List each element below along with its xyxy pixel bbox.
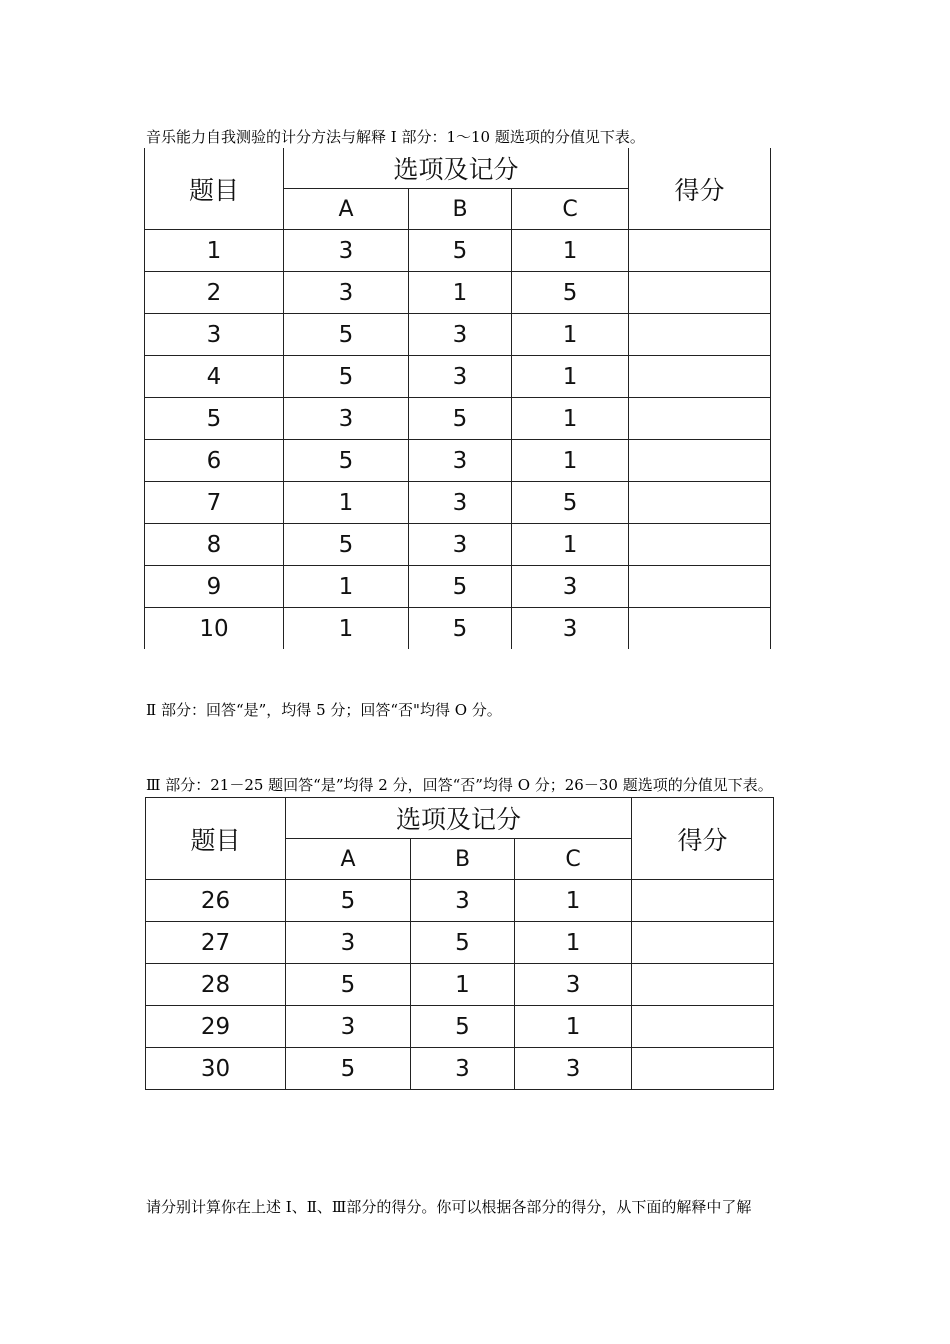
table-row <box>146 964 774 1006</box>
table-row <box>145 524 771 566</box>
option-b-score-cell: 5 <box>411 1006 515 1048</box>
header-options-and-scores: 选项及记分 <box>284 148 629 189</box>
option-b-score-cell: 5 <box>409 230 512 272</box>
score-input-cell[interactable] <box>629 566 771 608</box>
table-row <box>146 922 774 964</box>
table-row <box>145 398 771 440</box>
table-row <box>145 608 771 650</box>
option-b-score-cell: 3 <box>409 440 512 482</box>
option-a-score-cell: 1 <box>284 608 409 650</box>
score-input-cell[interactable] <box>629 398 771 440</box>
option-a-score-cell: 5 <box>284 314 409 356</box>
question-number-cell: 3 <box>145 314 284 356</box>
score-input-cell[interactable] <box>632 922 774 964</box>
part3-intro-text: Ⅲ 部分：21－25 题回答“是”均得 2 分，回答“否”均得 O 分；26－30 题选项的分值见下表。 <box>146 776 773 794</box>
score-input-cell[interactable] <box>629 482 771 524</box>
option-b-score-cell: 3 <box>409 356 512 398</box>
table-row <box>145 314 771 356</box>
closing-text: 请分别计算你在上述 I、Ⅱ、Ⅲ部分的得分。你可以根据各部分的得分，从下面的解释中了解 <box>146 1198 752 1216</box>
score-input-cell[interactable] <box>629 524 771 566</box>
header-option-a: A <box>284 189 409 230</box>
option-b-score-cell: 3 <box>411 1048 515 1090</box>
question-number-cell: 27 <box>146 922 286 964</box>
option-a-score-cell: 3 <box>286 1006 411 1048</box>
option-b-score-cell: 5 <box>409 566 512 608</box>
option-b-score-cell: 1 <box>409 272 512 314</box>
question-number-cell: 6 <box>145 440 284 482</box>
part2-text: Ⅱ 部分：回答“是”，均得 5 分；回答“否"均得 O 分。 <box>146 701 502 719</box>
score-input-cell[interactable] <box>629 314 771 356</box>
question-number-cell: 10 <box>145 608 284 650</box>
question-number-cell: 5 <box>145 398 284 440</box>
option-c-score-cell: 1 <box>512 230 629 272</box>
question-number-cell: 1 <box>145 230 284 272</box>
option-b-score-cell: 3 <box>409 524 512 566</box>
option-b-score-cell: 5 <box>411 922 515 964</box>
option-c-score-cell: 3 <box>515 1048 632 1090</box>
header-options-and-scores: 选项及记分 <box>286 798 632 839</box>
option-c-score-cell: 1 <box>512 524 629 566</box>
option-c-score-cell: 1 <box>512 356 629 398</box>
option-c-score-cell: 1 <box>515 1006 632 1048</box>
header-question: 题目 <box>145 148 284 230</box>
score-input-cell[interactable] <box>632 880 774 922</box>
table-row <box>145 356 771 398</box>
option-c-score-cell: 1 <box>515 922 632 964</box>
option-a-score-cell: 5 <box>286 964 411 1006</box>
option-a-score-cell: 3 <box>284 272 409 314</box>
option-a-score-cell: 5 <box>286 1048 411 1090</box>
table-row <box>146 880 774 922</box>
table-row <box>145 272 771 314</box>
score-input-cell[interactable] <box>629 272 771 314</box>
option-a-score-cell: 5 <box>284 440 409 482</box>
header-option-b: B <box>409 189 512 230</box>
option-a-score-cell: 3 <box>284 398 409 440</box>
option-a-score-cell: 5 <box>286 880 411 922</box>
score-input-cell[interactable] <box>629 440 771 482</box>
score-input-cell[interactable] <box>629 608 771 650</box>
header-option-c: C <box>512 189 629 230</box>
option-b-score-cell: 5 <box>409 608 512 650</box>
header-score: 得分 <box>629 148 771 230</box>
header-score: 得分 <box>632 798 774 880</box>
option-c-score-cell: 1 <box>512 398 629 440</box>
question-number-cell: 7 <box>145 482 284 524</box>
scoring-table-part1 <box>144 148 771 649</box>
option-b-score-cell: 3 <box>409 314 512 356</box>
question-number-cell: 9 <box>145 566 284 608</box>
question-number-cell: 2 <box>145 272 284 314</box>
option-a-score-cell: 5 <box>284 524 409 566</box>
option-c-score-cell: 3 <box>512 608 629 650</box>
table-row <box>145 440 771 482</box>
question-number-cell: 4 <box>145 356 284 398</box>
option-c-score-cell: 1 <box>515 880 632 922</box>
score-input-cell[interactable] <box>632 964 774 1006</box>
header-option-b: B <box>411 839 515 880</box>
score-input-cell[interactable] <box>629 230 771 272</box>
option-a-score-cell: 1 <box>284 482 409 524</box>
option-b-score-cell: 3 <box>411 880 515 922</box>
table-row <box>146 1048 774 1090</box>
table-row <box>145 566 771 608</box>
question-number-cell: 30 <box>146 1048 286 1090</box>
option-b-score-cell: 1 <box>411 964 515 1006</box>
table-row <box>146 1006 774 1048</box>
question-number-cell: 8 <box>145 524 284 566</box>
table-row <box>145 482 771 524</box>
option-a-score-cell: 3 <box>284 230 409 272</box>
score-input-cell[interactable] <box>632 1006 774 1048</box>
option-c-score-cell: 5 <box>512 272 629 314</box>
option-a-score-cell: 5 <box>284 356 409 398</box>
option-c-score-cell: 5 <box>512 482 629 524</box>
question-number-cell: 28 <box>146 964 286 1006</box>
header-question: 题目 <box>146 798 286 880</box>
score-input-cell[interactable] <box>629 356 771 398</box>
scoring-table-part3 <box>145 797 774 1090</box>
option-a-score-cell: 3 <box>286 922 411 964</box>
table-row <box>145 230 771 272</box>
option-b-score-cell: 3 <box>409 482 512 524</box>
question-number-cell: 26 <box>146 880 286 922</box>
option-b-score-cell: 5 <box>409 398 512 440</box>
option-c-score-cell: 1 <box>512 314 629 356</box>
part1-intro-text: 音乐能力自我测验的计分方法与解释 I 部分：1～10 题选项的分值见下表。 <box>146 128 645 146</box>
question-number-cell: 29 <box>146 1006 286 1048</box>
option-c-score-cell: 1 <box>512 440 629 482</box>
header-option-a: A <box>286 839 411 880</box>
option-c-score-cell: 3 <box>512 566 629 608</box>
header-option-c: C <box>515 839 632 880</box>
option-a-score-cell: 1 <box>284 566 409 608</box>
option-c-score-cell: 3 <box>515 964 632 1006</box>
score-input-cell[interactable] <box>632 1048 774 1090</box>
